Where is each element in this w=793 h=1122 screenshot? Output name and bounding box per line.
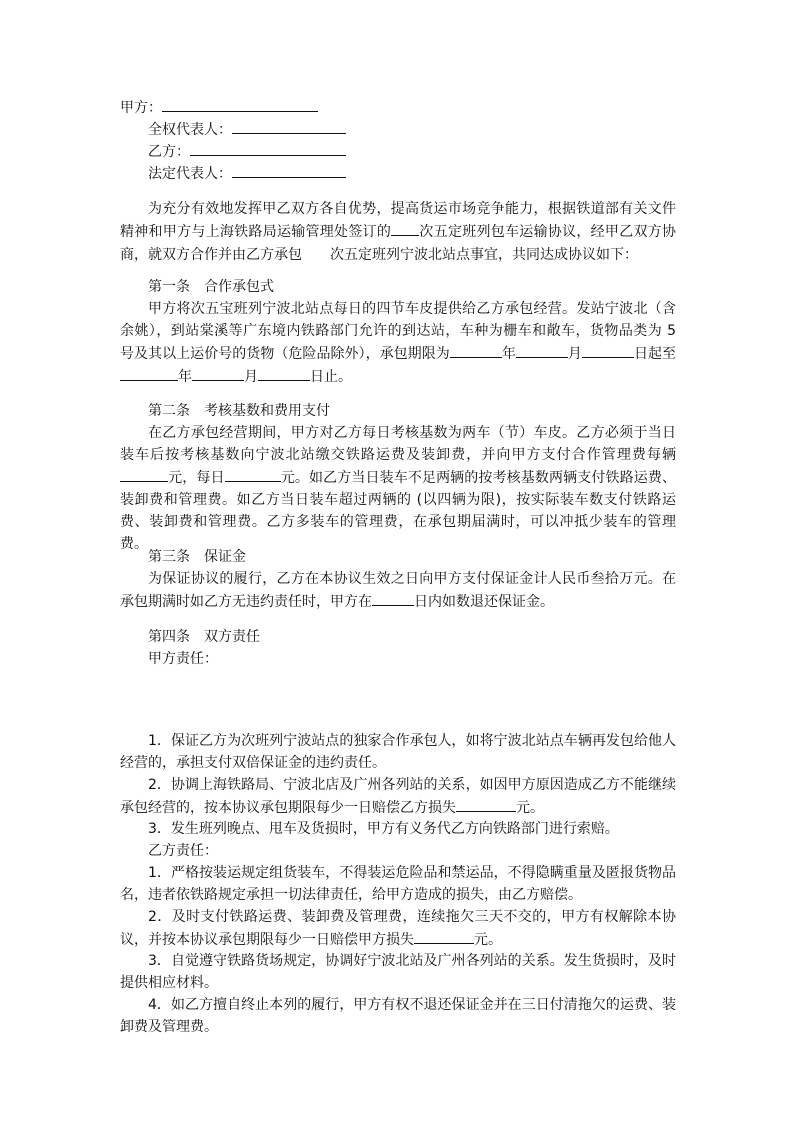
article-2-title: 第二条 考核基数和费用支付: [148, 403, 330, 419]
authorized-rep-line: [148, 118, 346, 140]
from-label: 日起至: [633, 346, 677, 362]
party-a-item-1: 1．保证乙方为次班列宁波站点的独家合作承包人，如将宁波北站点车辆再发包给他人经营的，承担支付双倍保证金的违约责任。: [120, 733, 676, 771]
party-a-line: [120, 96, 318, 118]
year-label: 年: [501, 346, 516, 362]
party-a-item-3: 3．发生班列晚点、甩车及货损时，甲方有义务代乙方向铁路部门进行索赔。: [148, 821, 619, 837]
year-label-2: 年: [178, 369, 192, 385]
article-3-text-2: 日内如数退还保证金。: [414, 594, 554, 610]
intro-paragraph: [120, 198, 676, 266]
party-b-item-1: 1．严格按装运规定组货装车，不得装运危险品和禁运品，不得隐瞒重量及匿报货物品名，违者依铁路规定承担一切法律责任，给甲方造成的损失，由乙方赔偿。: [120, 865, 676, 903]
article-3-text-1: 为保证协议的履行，乙方在本协议生效之日向甲方支付保证金计人民币叁拾万元。在承包期满时如乙方无违约责任时，甲方在: [120, 571, 676, 610]
article-2-text-2: 元，每日: [168, 470, 225, 486]
end-month-blank[interactable]: [192, 365, 244, 381]
article-3-title: 第三条 保证金: [148, 549, 246, 565]
article-3-body: [120, 568, 676, 613]
end-year-blank[interactable]: [120, 365, 178, 381]
party-b-line: [148, 140, 346, 162]
intro-text-2: 次五定班列包车运输协议，经甲乙双方协商，就双方合作并由乙方承包: [120, 224, 677, 263]
intro-text-3: 次五定班列宁波北站点事宜，共同达成协议如下：: [330, 247, 638, 263]
authorized-rep-blank[interactable]: [232, 118, 346, 134]
legal-rep-blank[interactable]: [232, 162, 346, 178]
refund-days-blank[interactable]: [372, 590, 414, 606]
start-year-blank[interactable]: [450, 342, 502, 358]
party-b-item-2-text: 2．及时支付铁路运费、装卸费及管理费，连续拖欠三天不交的，甲方有权解除本协议，并按本协议承包期限每少一日赔偿甲方损失: [120, 909, 676, 948]
party-a-responsibility-heading: 甲方责任：: [148, 651, 218, 667]
party-a-compensation-blank[interactable]: [456, 796, 516, 812]
article-1-body: [120, 298, 676, 388]
legal-rep-line: [148, 162, 346, 184]
article-1-text: 甲方将次五宝班列宁波北站点每日的四节车皮提供给乙方承包经营。发站宁波北（含余姚），到站棠溪等广东境内铁路部门允许的到达站，车种为栅车和敞车，货物品类为 5 号及其以上运价号的货物（危险品除外），承包期限为: [120, 301, 676, 362]
party-b-compensation-blank[interactable]: [414, 928, 474, 944]
legal-rep-label: 法定代表人：: [148, 166, 232, 182]
article-4-title: 第四条 双方责任: [148, 629, 260, 645]
party-a-label: 甲方：: [120, 100, 162, 116]
party-b-label: 乙方：: [148, 144, 190, 160]
start-month-blank[interactable]: [516, 342, 568, 358]
article-1-title: 第一条 合作承包式: [148, 279, 274, 295]
article-2-body: [120, 422, 676, 555]
intro-text-1: 为充分有效地发挥甲乙双方各自优势，提高货运市场竞争能力，根据铁道部有关文件精神和甲方与上海铁路局运输管理处签订的: [120, 201, 676, 240]
route-number-blank[interactable]: [391, 220, 419, 236]
article-2-text-1: 在乙方承包经营期间，甲方对乙方每日考核基数为两车（节）车皮。乙方必须于当日装车后按考核基数向宁波北站缴交铁路运费及装卸费，并向甲方支付合作管理费每辆: [120, 425, 676, 463]
article-2-text-3: 元。如乙方当日装车不足两辆的按考核基数两辆支付铁路运费、装卸费和管理费。如乙方当日装车超过两辆的 (以四辆为限)，按实际装车数支付铁路运费、装卸费和管理费。乙方多装车的管理费，在承包期届满时，可以冲抵少装车的管理费。: [120, 470, 677, 552]
end-label: 日止。: [310, 369, 352, 385]
yuan-label: 元。: [516, 800, 544, 816]
start-day-blank[interactable]: [582, 342, 634, 358]
party-a-item-2: [120, 774, 676, 819]
per-car-fee-blank[interactable]: [120, 466, 168, 482]
end-day-blank[interactable]: [258, 365, 310, 381]
authorized-rep-label: 全权代表人：: [148, 122, 232, 138]
party-b-item-4: 4．如乙方擅自终止本列的履行，甲方有权不退还保证金并在三日付清拖欠的运费、装卸费及管理费。: [120, 997, 676, 1035]
route-number-blank-2[interactable]: [302, 243, 330, 259]
month-label-2: 月: [244, 369, 258, 385]
party-b-responsibility-heading: 乙方责任：: [148, 843, 218, 859]
month-label: 月: [567, 346, 582, 362]
yuan-label-2: 元。: [474, 932, 502, 948]
daily-fee-blank[interactable]: [225, 466, 281, 482]
party-b-blank[interactable]: [190, 140, 346, 156]
party-b-item-3: 3．自觉遵守铁路货场规定，协调好宁波北站及广州各列站的关系。发生货损时，及时提供相应材料。: [120, 953, 676, 991]
party-a-blank[interactable]: [162, 96, 318, 112]
party-a-item-2-text: 2．协调上海铁路局、宁波北店及广州各列站的关系，如因甲方原因造成乙方不能继续承包经营的，按本协议承包期限每少一日赔偿乙方损失: [120, 777, 676, 816]
party-b-item-2: [120, 906, 676, 951]
